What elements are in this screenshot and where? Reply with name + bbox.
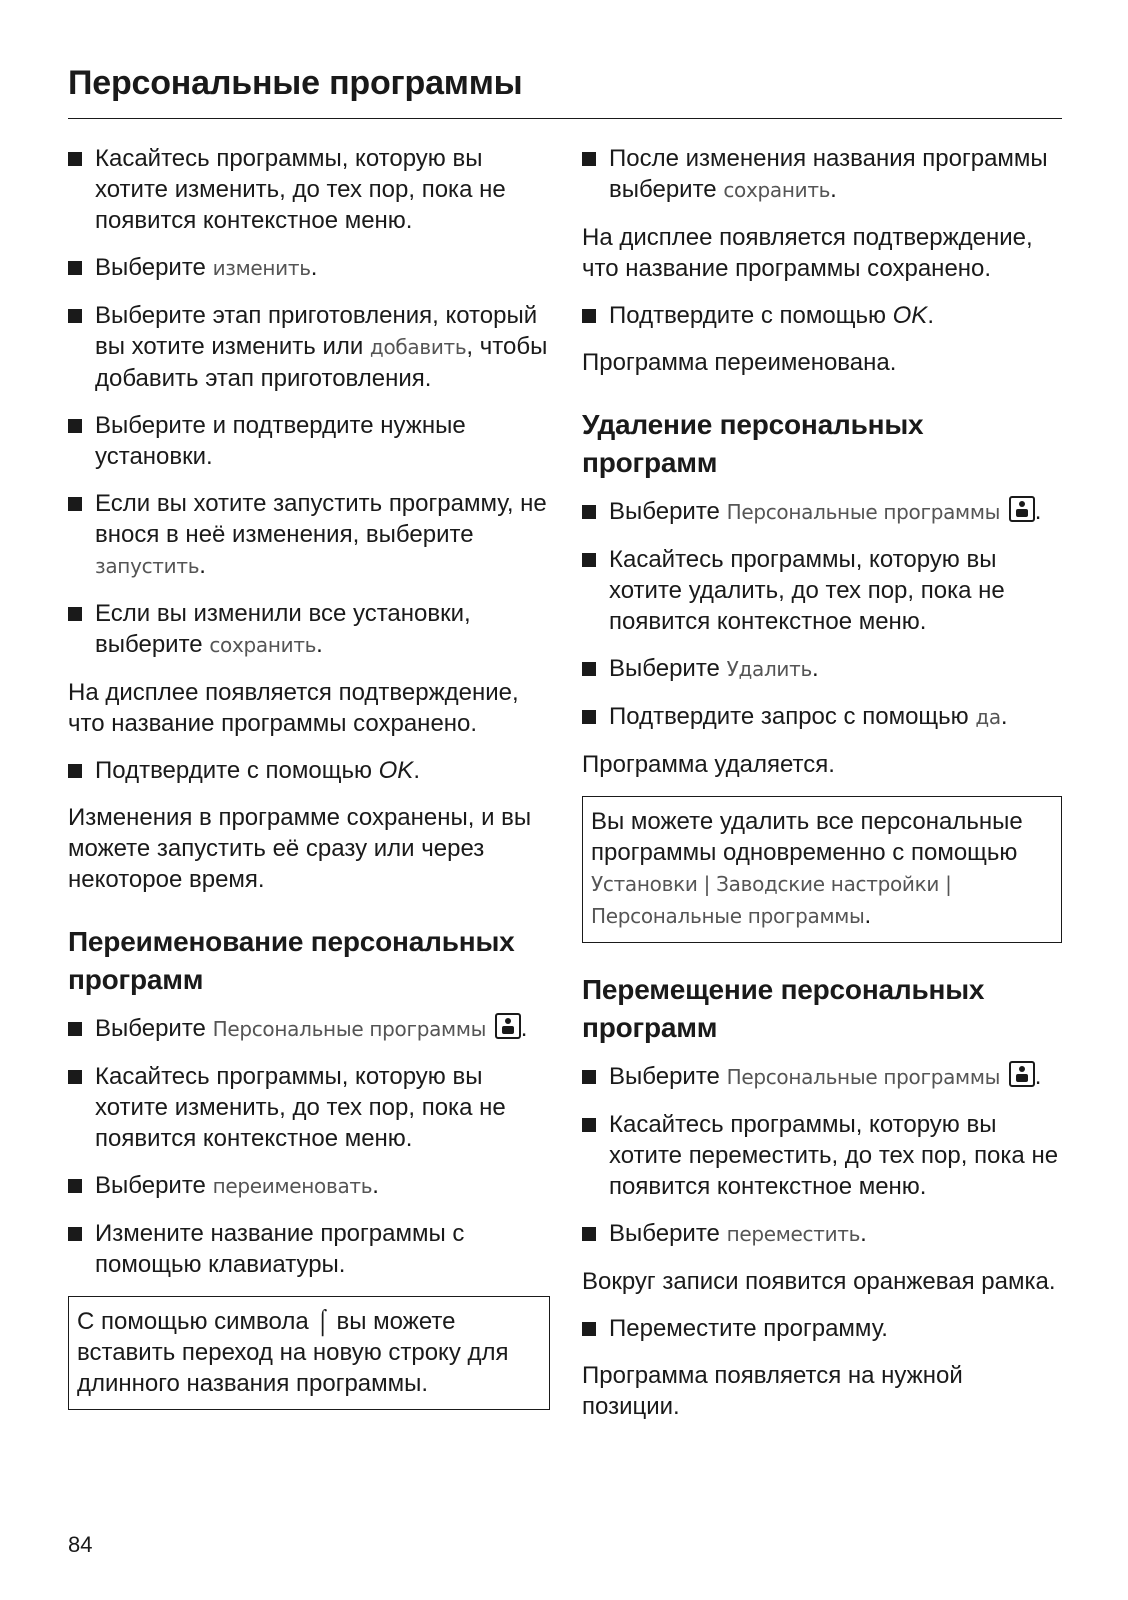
page-number: 84 bbox=[68, 1532, 93, 1557]
display-text-move: переместить bbox=[726, 1222, 861, 1246]
note-delete-all: Вы можете удалить все персональные программы одновременно с помощью Установки | Заводские настройки | Персональные программы. bbox=[582, 796, 1062, 943]
bullet-icon bbox=[68, 1227, 82, 1241]
bullet-icon bbox=[68, 152, 82, 166]
display-text-settings-path: Установки | Заводские настройки | Персональные программы bbox=[591, 872, 952, 928]
bullet-icon bbox=[68, 419, 82, 433]
bullet-icon bbox=[582, 710, 596, 724]
title-divider bbox=[68, 118, 1062, 119]
step-confirm-settings: Выберите и подтвердите нужные установки. bbox=[68, 410, 550, 472]
paragraph-confirmation: На дисплее появляется подтверждение, что название программы сохранено. bbox=[582, 224, 1033, 282]
display-text-start: запустить bbox=[95, 554, 200, 578]
step-select-personal: Выберите Персональные программы . bbox=[68, 1013, 550, 1045]
personal-programs-icon bbox=[1009, 496, 1035, 522]
step-confirm-ok: Подтвердите с помощью OK. bbox=[582, 300, 1062, 331]
display-text-delete: Удалить bbox=[726, 657, 812, 681]
bullet-icon bbox=[582, 553, 596, 567]
display-text-yes: да bbox=[975, 705, 1001, 729]
step-start-unchanged: Если вы хотите запустить программу, не внося в неё изменения, выберите запустить. bbox=[68, 488, 550, 582]
left-column bbox=[68, 143, 550, 1410]
step-select-personal: Выберите Персональные программы . bbox=[582, 1061, 1062, 1093]
heading-delete: Удаление персональных программ bbox=[582, 409, 924, 478]
bullet-icon bbox=[68, 1179, 82, 1193]
personal-programs-icon bbox=[495, 1013, 521, 1039]
paragraph-confirmation: На дисплее появляется подтверждение, что название программы сохранено. bbox=[68, 679, 519, 737]
display-text-add: добавить bbox=[369, 335, 467, 359]
personal-programs-icon bbox=[1009, 1061, 1035, 1087]
step-touch-program: Касайтесь программы, которую вы хотите изменить, до тех пор, пока не появится контекстное меню. bbox=[68, 143, 550, 236]
step-save-changes: Если вы изменили все установки, выберите сохранить. bbox=[68, 598, 550, 661]
step-save-name: После изменения названия программы выберите сохранить. bbox=[582, 143, 1062, 206]
bullet-icon bbox=[582, 1070, 596, 1084]
bullet-icon bbox=[582, 505, 596, 519]
step-select-move: Выберите переместить. bbox=[582, 1218, 1062, 1250]
display-text-save: сохранить bbox=[723, 178, 831, 202]
heading-move: Перемещение персональных программ bbox=[582, 974, 985, 1043]
bullet-icon bbox=[68, 1022, 82, 1036]
step-move-program: Переместите программу. bbox=[582, 1313, 1062, 1344]
right-column bbox=[582, 143, 1062, 1438]
bullet-icon bbox=[68, 764, 82, 778]
bullet-icon bbox=[582, 1118, 596, 1132]
display-text-rename: переименовать bbox=[212, 1174, 373, 1198]
step-select-stage: Выберите этап приготовления, который вы хотите изменить или добавить, чтобы добавить этап приготовления. bbox=[68, 300, 550, 394]
step-select-edit: Выберите изменить. bbox=[68, 252, 550, 284]
bullet-icon bbox=[68, 261, 82, 275]
bullet-icon bbox=[582, 662, 596, 676]
paragraph-changes-saved: Изменения в программе сохранены, и вы можете запустить её сразу или через некоторое время. bbox=[68, 804, 532, 893]
heading-rename: Переименование персональных программ bbox=[68, 926, 515, 995]
step-confirm-yes: Подтвердите запрос с помощью да. bbox=[582, 701, 1062, 733]
bullet-icon bbox=[68, 607, 82, 621]
bullet-icon bbox=[582, 309, 596, 323]
bullet-icon bbox=[68, 309, 82, 323]
page-title: Персональные программы bbox=[68, 64, 523, 102]
line-break-symbol-icon: ⌠ bbox=[315, 1308, 330, 1335]
paragraph-orange-frame: Вокруг записи появится оранжевая рамка. bbox=[582, 1268, 1056, 1295]
step-change-name: Измените название программы с помощью клавиатуры. bbox=[68, 1218, 550, 1280]
bullet-icon bbox=[582, 1322, 596, 1336]
display-text-save: сохранить bbox=[209, 633, 317, 657]
bullet-icon bbox=[582, 152, 596, 166]
step-touch-program: Касайтесь программы, которую вы хотите удалить, до тех пор, пока не появится контекстное меню. bbox=[582, 544, 1062, 637]
step-touch-program: Касайтесь программы, которую вы хотите изменить, до тех пор, пока не появится контекстное меню. bbox=[68, 1061, 550, 1154]
display-text-personal-programs: Персональные программы bbox=[726, 1065, 1001, 1089]
bullet-icon bbox=[68, 1070, 82, 1084]
note-line-break: С помощью символа ⌠ вы можете вставить переход на новую строку для длинного названия программы. bbox=[68, 1296, 550, 1410]
step-confirm-ok: Подтвердите с помощью OK. bbox=[68, 755, 550, 786]
paragraph-deleted: Программа удаляется. bbox=[582, 751, 835, 778]
step-select-delete: Выберите Удалить. bbox=[582, 653, 1062, 685]
display-text-edit: изменить bbox=[212, 256, 311, 280]
step-select-personal: Выберите Персональные программы . bbox=[582, 496, 1062, 528]
bullet-icon bbox=[68, 497, 82, 511]
paragraph-moved: Программа появляется на нужной позиции. bbox=[582, 1362, 963, 1420]
paragraph-renamed: Программа переименована. bbox=[582, 349, 897, 376]
step-touch-program: Касайтесь программы, которую вы хотите переместить, до тех пор, пока не появится контекстное меню. bbox=[582, 1109, 1062, 1202]
step-select-rename: Выберите переименовать. bbox=[68, 1170, 550, 1202]
bullet-icon bbox=[582, 1227, 596, 1241]
display-text-personal-programs: Персональные программы bbox=[726, 500, 1001, 524]
display-text-personal-programs: Персональные программы bbox=[212, 1017, 487, 1041]
